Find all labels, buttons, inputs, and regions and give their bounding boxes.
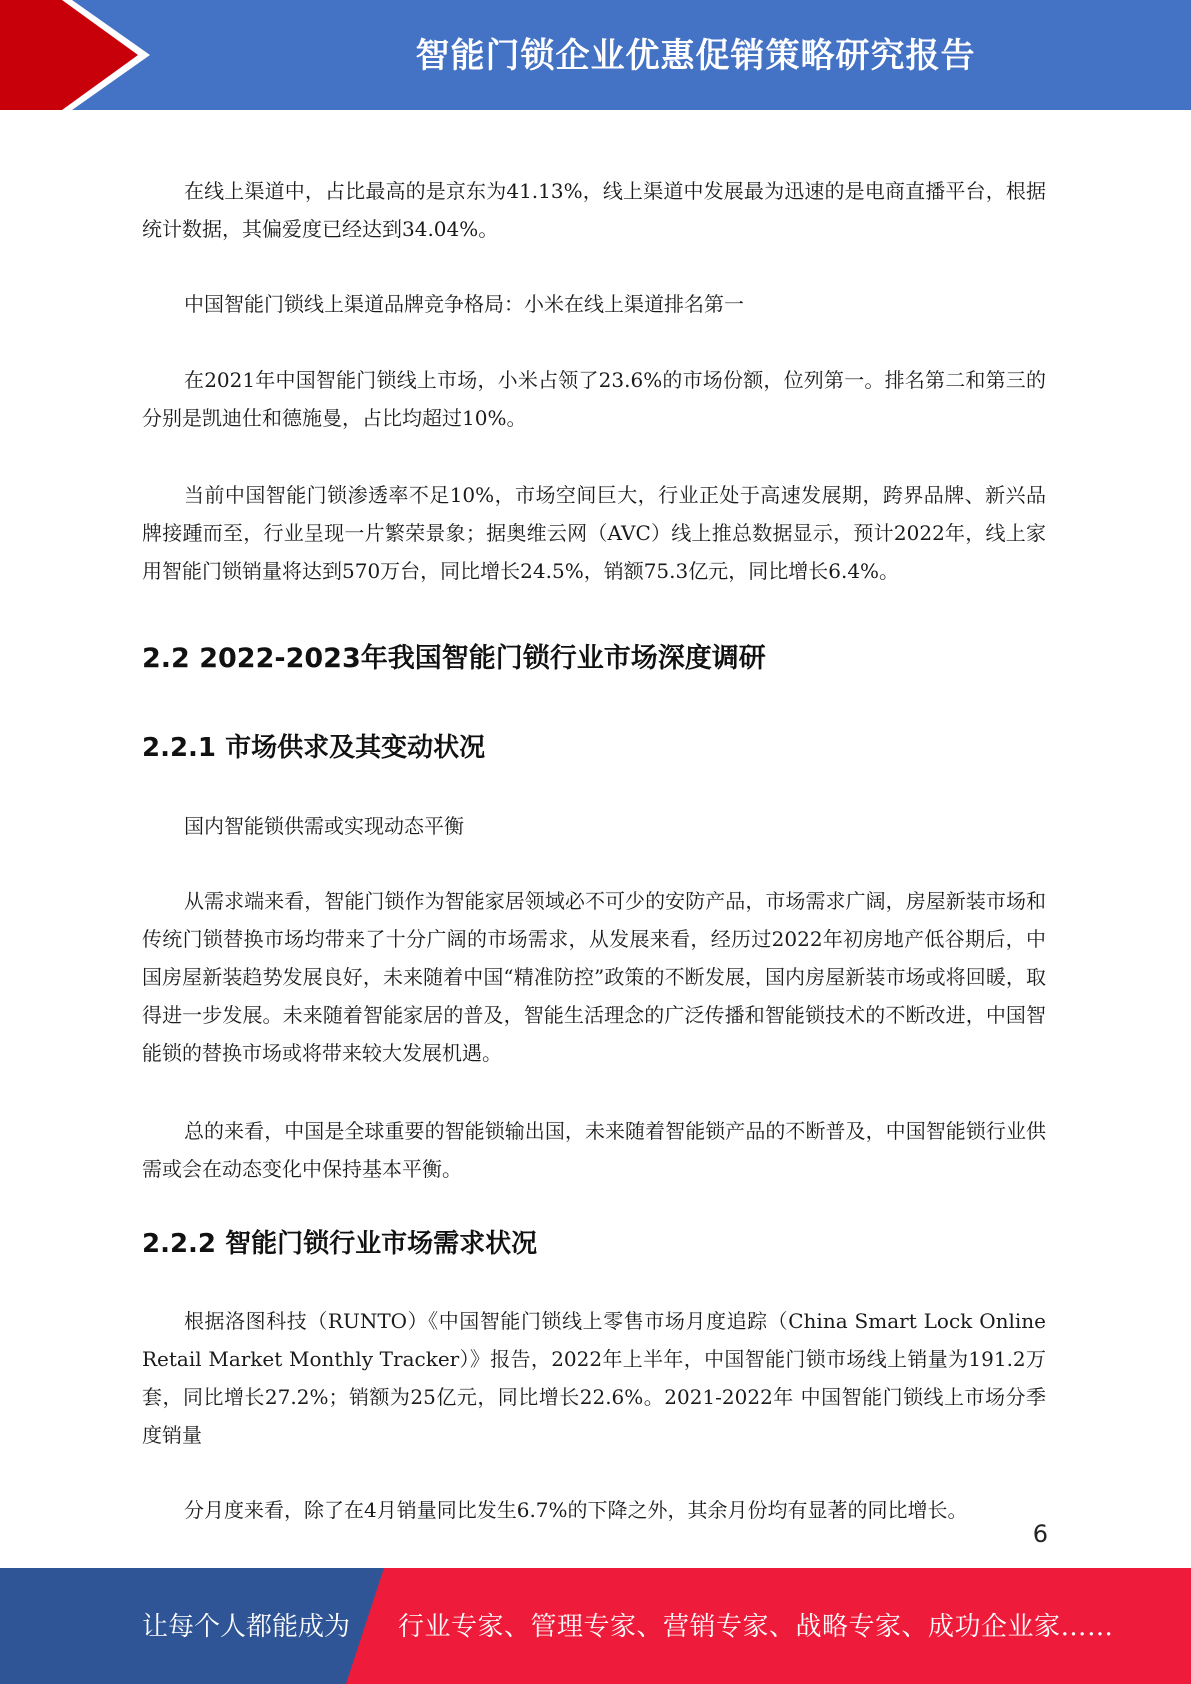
- paragraph-monthly-sales: 分月度来看，除了在4月销量同比发生6.7%的下降之外，其余月份均有显著的同比增长。: [184, 1498, 968, 1522]
- section-heading-2-2-1: 2.2.1 市场供求及其变动状况: [142, 733, 486, 763]
- paragraph-supply-demand-balance: 国内智能锁供需或实现动态平衡: [184, 814, 464, 838]
- page-number: 6: [1032, 1520, 1048, 1548]
- paragraph-xiaomi-share: 在2021年中国智能门锁线上市场，小米占领了23.6%的市场份额，位列第一。排名第二和第三的分别是凯迪仕和德施曼，占比均超过10%。: [142, 368, 1046, 430]
- section-heading-2-2: 2.2 2022-2023年我国智能门锁行业市场深度调研: [142, 643, 766, 674]
- report-title: 智能门锁企业优惠促销策略研究报告: [415, 36, 976, 76]
- paragraph-demand-side: 从需求端来看，智能门锁作为智能家居领域必不可少的安防产品，市场需求广阔，房屋新装市场和传统门锁替换市场均带来了十分广阔的市场需求，从发展来看，经历过2022年初房地产低谷期后，中国房屋新装趋势发展良好，未来随着中国“精准防控”政策的不断发展，国内房屋新装市场或将回暖，取得进一步发展。未来随着智能家居的普及，智能生活理念的广泛传播和智能锁技术的不断改进，中国智能锁的替换市场或将带来较大发展机遇。: [142, 889, 1046, 1065]
- paragraph-brand-competition: 中国智能门锁线上渠道品牌竞争格局：小米在线上渠道排名第一: [184, 292, 744, 316]
- section-heading-2-2-2: 2.2.2 智能门锁行业市场需求状况: [142, 1229, 538, 1259]
- footer-slogan-right: 行业专家、管理专家、营销专家、战略专家、成功企业家……: [398, 1612, 1114, 1642]
- page-footer: [0, 1568, 1191, 1684]
- paragraph-penetration-rate: 当前中国智能门锁渗透率不足10%，市场空间巨大，行业正处于高速发展期，跨界品牌、新兴品牌接踵而至，行业呈现一片繁荣景象；据奥维云网（AVC）线上推总数据显示，预计2022年，线上家用智能门锁销量将达到570万台，同比增长24.5%，销额75.3亿元，同比增长6.4%。: [142, 483, 1046, 583]
- paragraph-online-channel-share: 在线上渠道中，占比最高的是京东为41.13%，线上渠道中发展最为迅速的是电商直播平台，根据统计数据，其偏爱度已经达到34.04%。: [142, 179, 1046, 241]
- paragraph-summary: 总的来看，中国是全球重要的智能锁输出国，未来随着智能锁产品的不断普及，中国智能锁行业供需或会在动态变化中保持基本平衡。: [142, 1119, 1046, 1181]
- page-header: [0, 0, 1191, 110]
- footer-slogan-left: 让每个人都能成为: [142, 1612, 351, 1642]
- paragraph-runto-report: 根据洛图科技（RUNTO）《中国智能门锁线上零售市场月度追踪（China Smart Lock Online Retail Market Monthly Tracker）》报告，2022年上半年，中国智能门锁市场线上销量为191.2万套，同比增长27.2%；销额为25亿元，同比增长22.6%。2021-2022年 中国智能门锁线上市场分季度销量: [142, 1309, 1046, 1447]
